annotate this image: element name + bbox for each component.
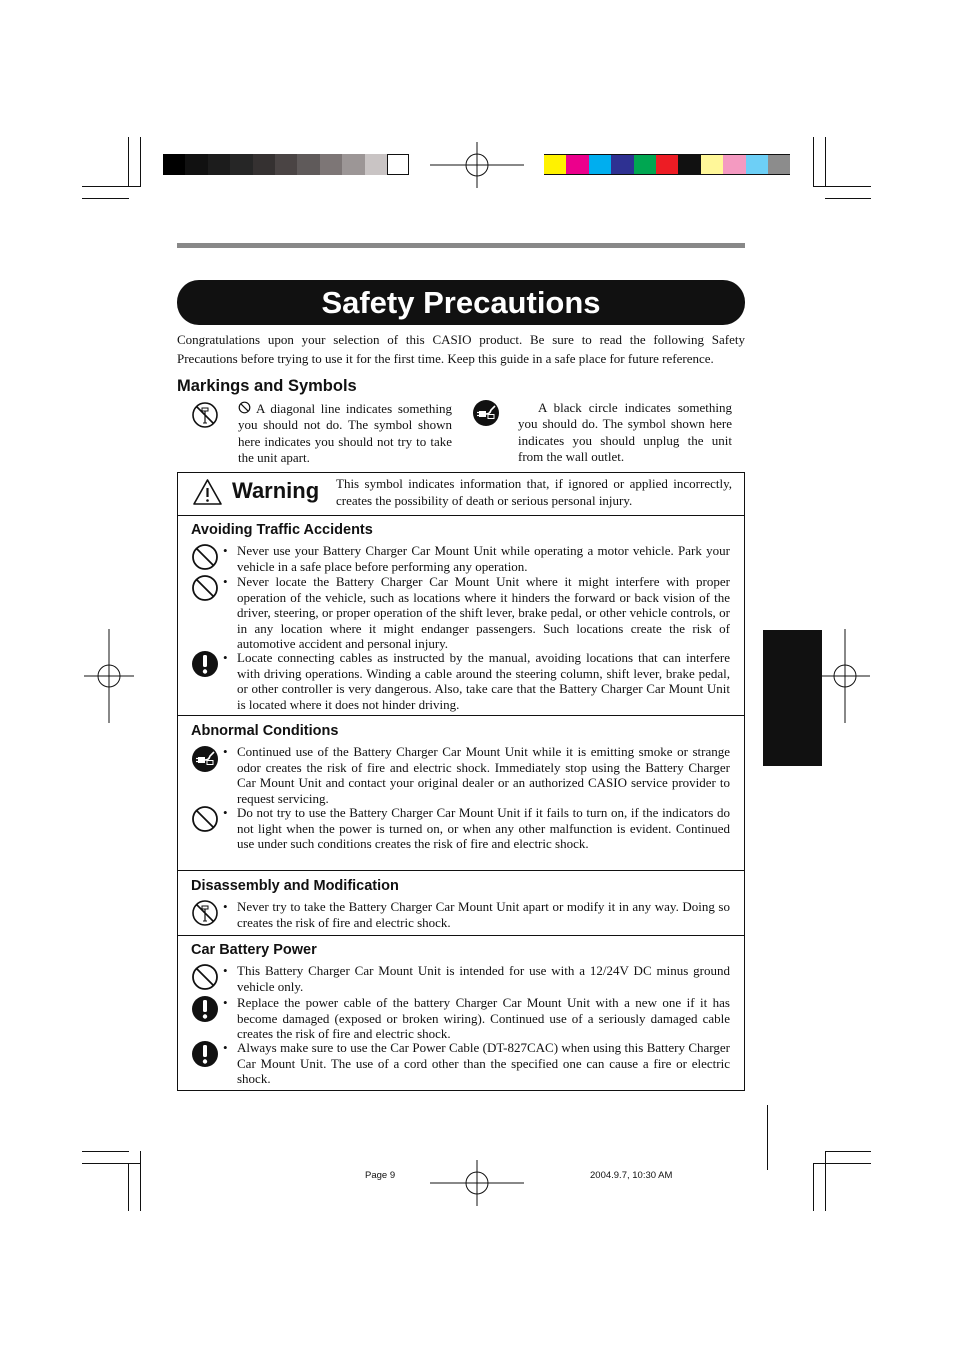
color-swatch <box>701 154 723 175</box>
warning-triangle-icon <box>192 478 223 506</box>
crop-mark <box>813 137 814 187</box>
section-tab <box>763 630 822 766</box>
prohibited-icon <box>191 805 219 833</box>
mandatory-icon <box>191 1040 219 1068</box>
crop-mark <box>825 1151 826 1211</box>
color-swatch <box>365 154 387 175</box>
crop-mark <box>82 186 140 187</box>
page-title: Safety Precautions <box>177 280 745 325</box>
unplug-icon <box>472 399 500 427</box>
list-item: • This Battery Charger Car Mount Unit is intended for use with a 12/24V DC minus ground vehicle only. <box>223 963 730 994</box>
color-swatch <box>746 154 768 175</box>
color-swatch <box>544 154 566 175</box>
warning-label: Warning <box>232 478 320 503</box>
crop-mark <box>813 186 871 187</box>
mandatory-description: A black circle indicates something you should do. The symbol shown here indicates you should unplug the unit from the wall outlet. <box>518 400 732 465</box>
markings-heading: Markings and Symbols <box>177 377 357 395</box>
color-swatch <box>566 154 588 175</box>
color-swatch <box>342 154 364 175</box>
registration-mark-icon <box>430 1160 524 1206</box>
unplug-icon <box>191 745 219 773</box>
crop-mark <box>82 198 129 199</box>
section-title-abnormal: Abnormal Conditions <box>191 723 339 739</box>
section-title-traffic: Avoiding Traffic Accidents <box>191 522 373 538</box>
color-swatch <box>611 154 633 175</box>
prohibited-description: A diagonal line indicates something you should not do. The symbol shown here indicates you should not try to take the unit apart. <box>238 401 452 466</box>
divider <box>178 515 744 516</box>
intro-paragraph: Congratulations upon your selection of this CASIO product. Be sure to read the following Safety Precautions before trying to use it for the first time. Keep this guide in a safe place for future reference. <box>177 332 745 366</box>
color-swatch <box>634 154 656 175</box>
crop-mark <box>128 137 129 187</box>
color-swatch <box>297 154 319 175</box>
warning-description: This symbol indicates information that, if ignored or applied incorrectly, creates the possibility of death or serious personal injury. <box>336 476 732 508</box>
registration-mark-icon <box>84 629 134 723</box>
color-swatch <box>253 154 275 175</box>
color-swatch <box>320 154 342 175</box>
list-item: • Never try to take the Battery Charger Car Mount Unit apart or modify it in any way. Doing so creates the risk of fire and electric shock. <box>223 899 730 930</box>
list-item: • Never locate the Battery Charger Car Mount Unit where it might interfere with proper operation of the vehicle, such as locations where it hinders the forward or back vision of the driver, steering, or proper operation of the shift lever, brake pedal, or other vehicle controls, or in any location where it might endanger passengers. Such locations create the risk of automotive accident and personal injury. <box>223 574 730 651</box>
color-swatch <box>656 154 678 175</box>
prohibited-small-icon <box>238 401 251 414</box>
crop-mark <box>140 1151 141 1211</box>
crop-mark <box>82 1151 129 1152</box>
timestamp: 2004.9.7, 10:30 AM <box>590 1170 673 1181</box>
color-swatch <box>208 154 230 175</box>
color-swatch <box>768 154 790 175</box>
prohibited-icon <box>191 963 219 991</box>
crop-mark <box>140 137 141 187</box>
list-item: • Never use your Battery Charger Car Mount Unit while operating a motor vehicle. Park your vehicle in a safe place before performing any operation. <box>223 543 730 574</box>
color-swatch <box>275 154 297 175</box>
color-swatch <box>230 154 252 175</box>
crop-mark <box>128 1163 129 1211</box>
color-swatch <box>723 154 745 175</box>
crop-mark <box>825 137 826 187</box>
section-title-disassembly: Disassembly and Modification <box>191 878 399 894</box>
list-item: • Continued use of the Battery Charger Car Mount Unit while it is emitting smoke or strange odor creates the risk of fire and electric shock. Immediately stop using the Battery Charger Car Mount Unit and contact your original dealer or an authorized CASIO service provider to request servicing. <box>223 744 730 806</box>
edge-line <box>767 1105 768 1170</box>
crop-mark <box>825 1151 871 1152</box>
crop-mark <box>813 1163 814 1211</box>
color-swatch <box>387 154 409 175</box>
no-disassembly-icon <box>191 899 219 927</box>
color-swatch <box>185 154 207 175</box>
prohibited-icon <box>191 543 219 571</box>
crop-mark <box>82 1163 140 1164</box>
color-swatch <box>678 154 700 175</box>
warning-box <box>177 472 745 1091</box>
divider <box>178 715 744 716</box>
crop-mark <box>813 1163 871 1164</box>
list-item: • Do not try to use the Battery Charger Car Mount Unit if it fails to turn on, if the indicators do not light when the power is turned on, or when any other malfunction is evident. Continued use under such conditions creates the risk of fire and electric shock. <box>223 805 730 851</box>
registration-mark-icon <box>820 629 870 723</box>
color-swatch <box>163 154 185 175</box>
crop-mark <box>825 198 871 199</box>
prohibited-icon <box>191 574 219 602</box>
top-rule <box>177 243 745 248</box>
registration-mark-icon <box>430 142 524 188</box>
color-swatch <box>589 154 611 175</box>
section-title-battery: Car Battery Power <box>191 942 317 958</box>
mandatory-icon <box>191 650 219 678</box>
list-item: • Replace the power cable of the battery Charger Car Mount Unit with a new one if it has become damaged (exposed or broken wiring). Continued use of a seriously damaged cable creates the risk of fire and electric shock. <box>223 995 730 1041</box>
divider <box>178 870 744 871</box>
no-disassembly-icon <box>191 401 219 429</box>
list-item: • Locate connecting cables as instructed by the manual, avoiding locations that can interfere with driving operations. Winding a cable around the steering column, shift lever, brake pedal, or other controller is very dangerous. Also, take care that the Battery Charger Car Mount Unit is located where it does not hinder driving. <box>223 650 730 712</box>
mandatory-icon <box>191 995 219 1023</box>
list-item: • Always make sure to use the Car Power Cable (DT-827CAC) when using this Battery Charger Car Mount Unit. The use of a cord other than the specified one can cause a fire or electric shock. <box>223 1040 730 1086</box>
page-number: Page 9 <box>365 1170 396 1181</box>
divider <box>178 935 744 936</box>
